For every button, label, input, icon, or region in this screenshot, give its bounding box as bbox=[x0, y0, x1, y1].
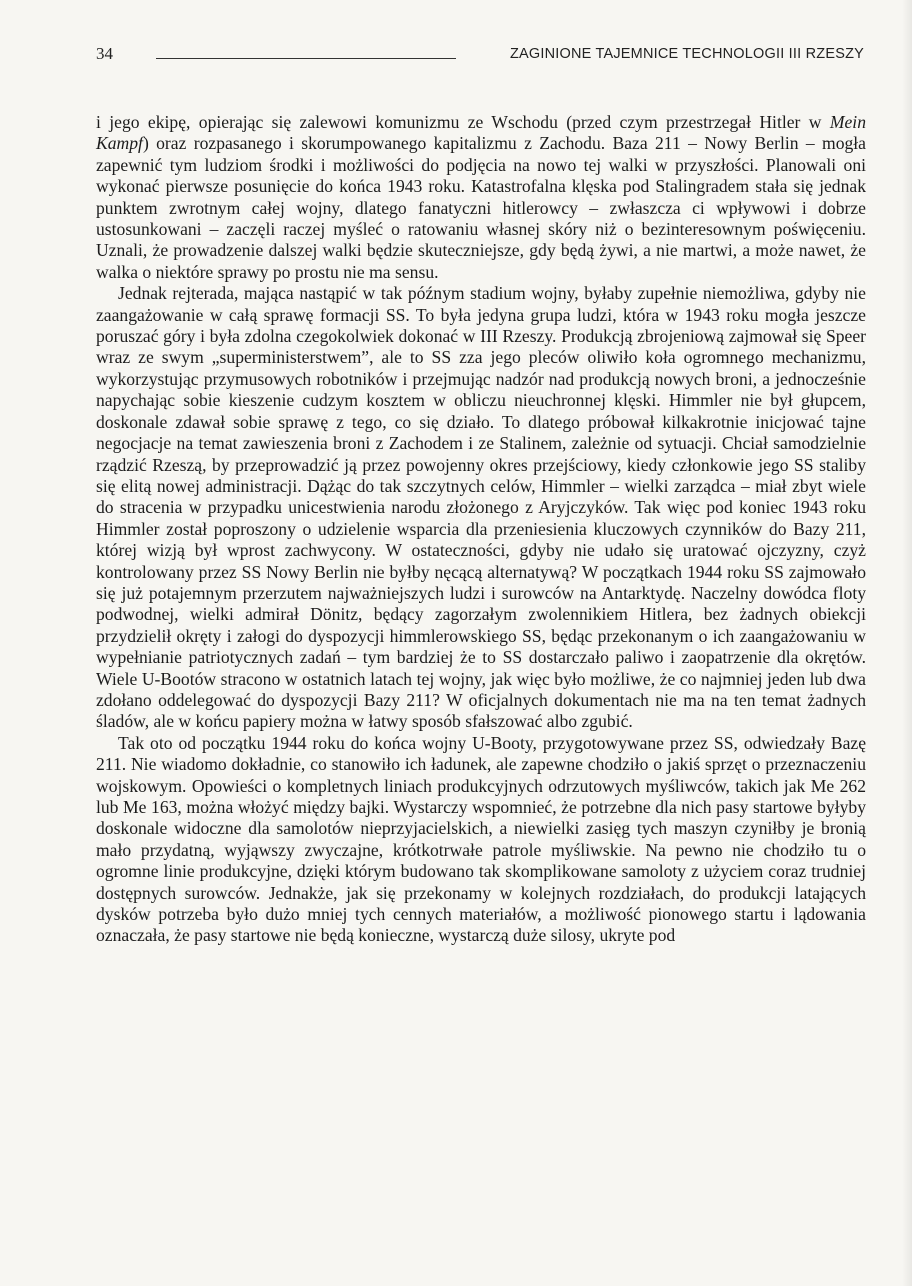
paragraph-1 bbox=[96, 112, 866, 283]
book-title-italic: Mein Kampf bbox=[96, 112, 866, 154]
scan-edge-shadow bbox=[902, 0, 912, 1286]
paragraph-1-text-end: ) oraz rozpasanego i skorumpowanego kapitalizmu z Zachodu. Baza 211 – Nowy Berlin – mogła zapewnić tym ludziom środki i możliwości do podjęcia na nowo tej walki w przyszłości. Planowali oni wykonać pierwsze posunięcie do końca 1943 roku. Katastrofalna klęska pod Stalingradem stała się jednak punktem zwrotnym całej wojny, dlatego fanatyczni hitlerowcy – zwłaszcza ci wpływowi i dobrze ustosunkowani – zaczęli raczej myśleć o ratowaniu własnej skóry niż o bezinteresownym poświęceniu. Uznali, że prowadzenie dalszej walki będzie skuteczniejsze, gdy będą żywi, a nie martwi, a może nawet, że walka o niektóre sprawy po prostu nie ma sensu. bbox=[96, 133, 866, 282]
body-text bbox=[96, 112, 866, 947]
running-title: ZAGINIONE TAJEMNICE TECHNOLOGII III RZESZY bbox=[509, 46, 864, 62]
page-header bbox=[96, 40, 864, 64]
header-rule bbox=[156, 58, 456, 59]
paragraph-1-text-start: i jego ekipę, opierając się zalewowi komunizmu ze Wschodu (przed czym przestrzegał Hitler w bbox=[96, 112, 830, 132]
page-number: 34 bbox=[96, 44, 113, 63]
paragraph-2: Jednak rejterada, mająca nastąpić w tak późnym stadium wojny, byłaby zupełnie niemożliwa, gdyby nie zaangażowanie w całą sprawę formacji SS. To była jedyna grupa ludzi, która w 1943 roku mogła jeszcze poruszać góry i była zdolna czegokolwiek dokonać w III Rzeszy. Produkcją zbrojeniową zajmował się Speer wraz ze swym „superministerstwem”, ale to SS zza jego pleców oliwiło koła ogromnego mechanizmu, wykorzystując przymusowych robotników i przejmując nadzór nad produkcją nowych broni, a jednocześnie napychając sobie kieszenie cudzym kosztem w obliczu nieuchronnej klęski. Himmler nie był głupcem, doskonale zdawał sobie sprawę z tego, co się działo. To dlatego próbował kilkakrotnie inicjować tajne negocjacje na temat zawieszenia broni z Zachodem i ze Stalinem, zależnie od sytuacji. Chciał samodzielnie rządzić Rzeszą, by przeprowadzić ją przez powojenny okres przejściowy, kiedy członkowie jego SS staliby się elitą nowej administracji. Dążąc do tak szczytnych celów, Himmler – wielki zarządca – miał zbyt wiele do stracenia w przypadku unicestwienia narodu złożonego z Aryjczyków. Tak więc pod koniec 1943 roku Himmler został poproszony o udzielenie wsparcia dla przeniesienia kluczowych czynników do Bazy 211, której wizją był wprost zachwycony. W ostateczności, gdyby nie udało się uratować ojczyzny, czyż kontrolowany przez SS Nowy Berlin nie byłby nęcącą alternatywą? W początkach 1944 roku SS zajmowało się już potajemnym przerzutem najważniejszych ludzi i surowców na Antarktydę. Naczelny dowódca floty podwodnej, wielki admirał Dönitz, będący zagorzałym zwolennikiem Hitlera, bez żadnych obiekcji przydzielił okręty i załogi do dyspozycji himmlerowskiego SS, będąc przekonanym o ich zaangażowaniu w wypełnianie patriotycznych zadań – tym bardziej że to SS dostarczało paliwo i zaopatrzenie dla okrętów. Wiele U-Bootów stracono w ostatnich latach tej wojny, jak więc było możliwe, że co najmniej jeden lub dwa zdołano oddelegować do dyspozycji Bazy 211? W oficjalnych dokumentach nie ma na ten temat żadnych śladów, ale w końcu papiery można w łatwy sposób sfałszować albo zgubić. bbox=[96, 283, 866, 732]
paragraph-3: Tak oto od początku 1944 roku do końca wojny U-Booty, przygotowywane przez SS, odwiedzały Bazę 211. Nie wiadomo dokładnie, co stanowiło ich ładunek, ale zapewne chodziło o jakiś sprzęt o przeznaczeniu wojskowym. Opowieści o kompletnych liniach produkcyjnych odrzutowych myśliwców, takich jak Me 262 lub Me 163, można włożyć między bajki. Wystarczy wspomnieć, że potrzebne dla nich pasy startowe byłyby doskonale widoczne dla samolotów nieprzyjacielskich, a niewielki zasięg tych maszyn czyniłby je bronią mało przydatną, wyjąwszy zwyczajne, krótkotrwałe patrole myśliwskie. Na pewno nie chodziło tu o ogromne linie produkcyjne, dzięki którym budowano tak skomplikowane samoloty z użyciem coraz trudniej dostępnych surowców. Jednakże, jak się przekonamy w kolejnych rozdziałach, do produkcji latających dysków potrzeba było dużo mniej tych cennych materiałów, a możliwość pionowego startu i lądowania oznaczała, że pasy startowe nie będą konieczne, wystarczą duże silosy, ukryte pod bbox=[96, 732, 866, 946]
